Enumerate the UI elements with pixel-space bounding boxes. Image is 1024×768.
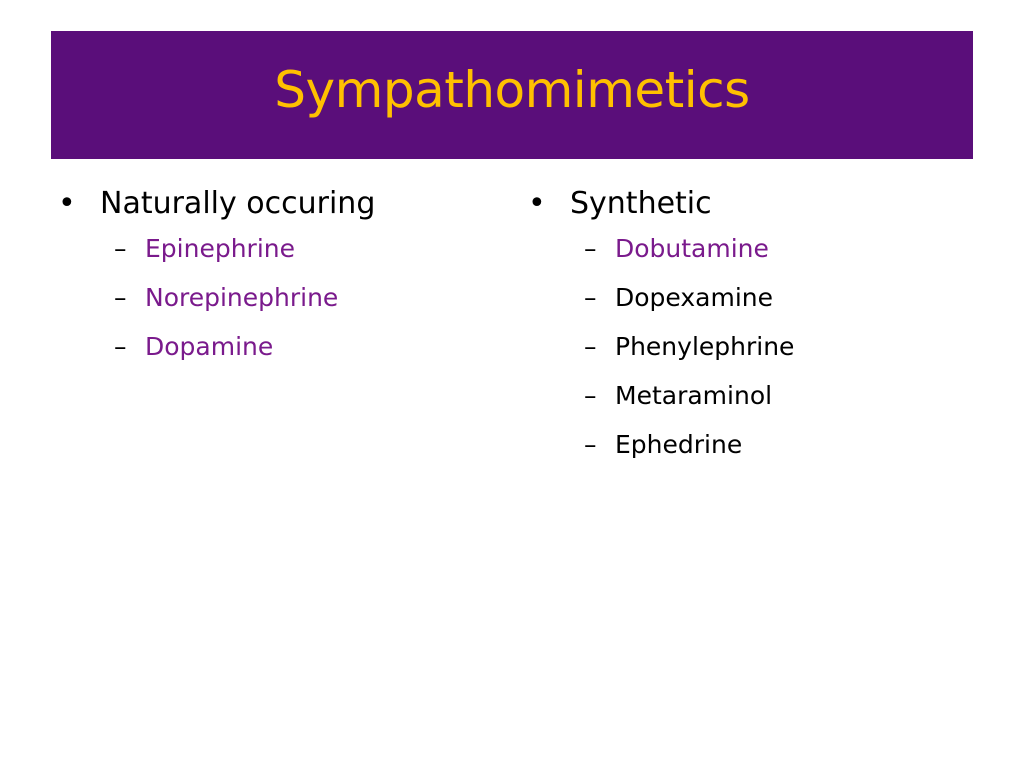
dash-icon: – bbox=[584, 381, 597, 410]
list-item bbox=[584, 332, 958, 381]
dash-icon: – bbox=[584, 332, 597, 361]
dash-icon: – bbox=[114, 283, 127, 312]
item-text: Epinephrine bbox=[145, 234, 295, 263]
list-item bbox=[114, 283, 488, 332]
item-text: Ephedrine bbox=[615, 430, 743, 459]
bullet-heading-synthetic bbox=[528, 186, 958, 234]
bullet-heading-text: Synthetic bbox=[570, 186, 712, 221]
list-item bbox=[584, 430, 958, 479]
item-text: Dopamine bbox=[145, 332, 274, 361]
bullet-icon: • bbox=[528, 186, 546, 221]
title-bar bbox=[51, 31, 973, 159]
bullet-heading-text: Naturally occuring bbox=[100, 186, 376, 221]
sub-bullet-list bbox=[584, 234, 958, 479]
item-text: Dopexamine bbox=[615, 283, 773, 312]
list-item bbox=[584, 234, 958, 283]
dash-icon: – bbox=[114, 332, 127, 361]
list-item bbox=[114, 234, 488, 283]
dash-icon: – bbox=[584, 234, 597, 263]
right-column bbox=[528, 186, 958, 479]
list-item bbox=[584, 283, 958, 332]
list-item bbox=[584, 381, 958, 430]
dash-icon: – bbox=[584, 430, 597, 459]
list-item bbox=[114, 332, 488, 381]
slide-title: Sympathomimetics bbox=[274, 61, 750, 119]
sub-bullet-list bbox=[114, 234, 488, 381]
item-text: Metaraminol bbox=[615, 381, 773, 410]
item-text: Norepinephrine bbox=[145, 283, 339, 312]
bullet-icon: • bbox=[58, 186, 76, 221]
dash-icon: – bbox=[584, 283, 597, 312]
left-column bbox=[58, 186, 488, 381]
item-text: Phenylephrine bbox=[615, 332, 795, 361]
bullet-heading-naturally-occuring bbox=[58, 186, 488, 234]
item-text: Dobutamine bbox=[615, 234, 769, 263]
dash-icon: – bbox=[114, 234, 127, 263]
